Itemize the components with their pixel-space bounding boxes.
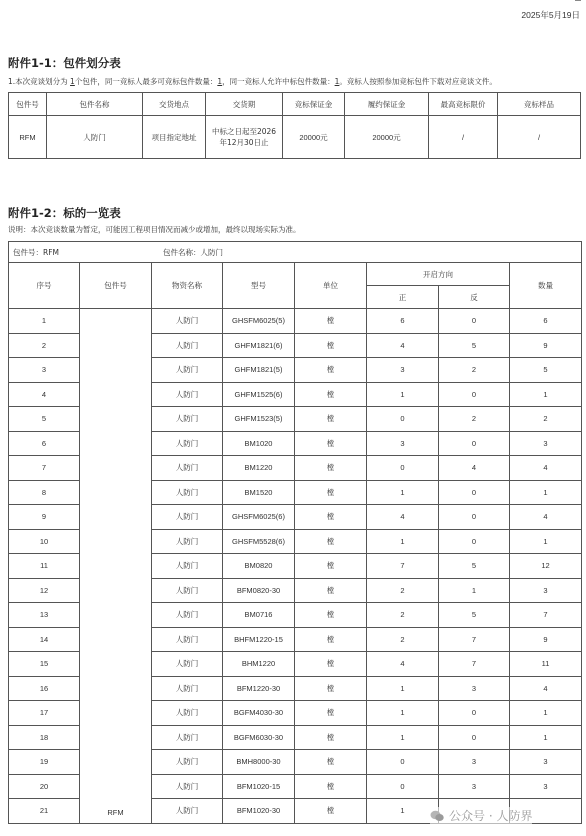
qty-cell: 2 [510,407,582,432]
qty-cell: 4 [510,676,582,701]
unit-cell: 樘 [295,603,367,628]
document-date: 2025年5月19日 [521,10,580,20]
model-cell: BM0716 [223,603,295,628]
unit-cell: 樘 [295,407,367,432]
section1-note: 1.本次竞谈划分为 1个包件，同一竞标人最多可竞标包件数量：1，同一竞标人允许中标包件数量：1。竞标人按照参加竞标包件下载对应竞谈文件。 [8,77,497,86]
model-cell: BMH8000-30 [223,750,295,775]
unit-cell: 樘 [295,799,367,824]
seq-cell: 17 [9,701,80,726]
col-package: 包件号 [80,263,152,309]
reverse-cell: 3 [439,676,510,701]
table-row [9,116,581,159]
qty-cell: 1 [510,725,582,750]
reverse-cell: 0 [439,529,510,554]
col-reverse: 反 [439,286,510,309]
seq-cell: 20 [9,774,80,799]
material-cell: 人防门 [152,676,223,701]
unit-cell: 樘 [295,505,367,530]
unit-cell: 樘 [295,382,367,407]
table-cell: 中标之日起至2026年12月30日止 [206,116,283,159]
forward-cell: 1 [367,480,439,505]
material-cell: 人防门 [152,554,223,579]
qty-cell: 4 [510,456,582,481]
material-cell: 人防门 [152,529,223,554]
model-cell: GHFM1525(6) [223,382,295,407]
seq-cell: 1 [9,309,80,334]
qty-cell: 1 [510,382,582,407]
watermark-text: 公众号 · 人防界 [449,809,533,823]
forward-cell: 4 [367,333,439,358]
qty-cell: 1 [510,701,582,726]
model-cell: BGFM4030-30 [223,701,295,726]
model-cell: BFM0820-30 [223,578,295,603]
col-header: 包件名称 [47,93,143,116]
col-unit: 单位 [295,263,367,309]
model-cell: BHFM1220-15 [223,627,295,652]
reverse-cell: 3 [439,750,510,775]
seq-cell: 19 [9,750,80,775]
seq-cell: 7 [9,456,80,481]
forward-cell: 0 [367,750,439,775]
qty-cell: 1 [510,480,582,505]
reverse-cell: 7 [439,652,510,677]
material-cell: 人防门 [152,358,223,383]
items-table [8,241,582,824]
table-cell: 20000元 [345,116,429,159]
unit-cell: 樘 [295,554,367,579]
forward-cell: 3 [367,431,439,456]
model-cell: GHSFM5528(6) [223,529,295,554]
col-header: 包件号 [9,93,47,116]
forward-cell: 1 [367,799,439,824]
material-cell: 人防门 [152,799,223,824]
seq-cell: 21 [9,799,80,824]
forward-cell: 1 [367,701,439,726]
material-cell: 人防门 [152,505,223,530]
reverse-cell: 0 [439,505,510,530]
unit-cell: 樘 [295,529,367,554]
seq-cell: 5 [9,407,80,432]
reverse-cell: 0 [439,309,510,334]
forward-cell: 4 [367,652,439,677]
reverse-cell: 2 [439,407,510,432]
seq-cell: 9 [9,505,80,530]
unit-cell: 樘 [295,431,367,456]
forward-cell: 1 [367,725,439,750]
qty-cell: 3 [510,750,582,775]
unit-cell: 樘 [295,701,367,726]
model-cell: BM1020 [223,431,295,456]
model-cell: GHSFM6025(6) [223,505,295,530]
unit-cell: 樘 [295,627,367,652]
reverse-cell: 7 [439,627,510,652]
seq-cell: 2 [9,333,80,358]
seq-cell: 3 [9,358,80,383]
table-header-row [9,263,582,286]
model-cell: GHFM1523(5) [223,407,295,432]
forward-cell: 3 [367,358,439,383]
forward-cell: 7 [367,554,439,579]
forward-cell: 1 [367,382,439,407]
reverse-cell: 1 [439,578,510,603]
unit-cell: 樘 [295,774,367,799]
top-rule [575,0,581,1]
table-row [9,309,582,334]
forward-cell: 1 [367,676,439,701]
seq-cell: 10 [9,529,80,554]
seq-cell: 15 [9,652,80,677]
col-header: 交货地点 [143,93,206,116]
qty-cell: 9 [510,627,582,652]
material-cell: 人防门 [152,627,223,652]
seq-cell: 18 [9,725,80,750]
unit-cell: 樘 [295,456,367,481]
qty-cell: 9 [510,333,582,358]
table-cell: / [429,116,498,159]
material-cell: 人防门 [152,309,223,334]
reverse-cell: 5 [439,554,510,579]
col-direction: 开启方向 [367,263,510,286]
unit-cell: 樘 [295,725,367,750]
unit-cell: 樘 [295,750,367,775]
material-cell: 人防门 [152,382,223,407]
model-cell: BHM1220 [223,652,295,677]
reverse-cell: 0 [439,431,510,456]
model-cell: GHSFM6025(5) [223,309,295,334]
reverse-cell: 0 [439,480,510,505]
section2-title: 附件1-2：标的一览表 [8,206,121,220]
seq-cell: 11 [9,554,80,579]
model-cell: BM1520 [223,480,295,505]
qty-cell: 4 [510,505,582,530]
package-cell [80,309,152,824]
col-material: 物资名称 [152,263,223,309]
seq-cell: 8 [9,480,80,505]
model-cell: BFM1020-15 [223,774,295,799]
table-cell: 人防门 [47,116,143,159]
col-header: 最高竞标限价 [429,93,498,116]
reverse-cell: 0 [439,701,510,726]
package-name-label: 包件名称：人防门 [163,247,223,257]
qty-cell: 5 [510,358,582,383]
seq-cell: 14 [9,627,80,652]
col-model: 型号 [223,263,295,309]
qty-cell: 3 [510,578,582,603]
table-header-row [9,93,581,116]
qty-cell: 11 [510,652,582,677]
col-qty: 数量 [510,263,582,309]
package-info-row [9,242,582,263]
material-cell: 人防门 [152,750,223,775]
material-cell: 人防门 [152,333,223,358]
col-header: 交货期 [206,93,283,116]
model-cell: BM0820 [223,554,295,579]
seq-cell: 12 [9,578,80,603]
reverse-cell: 5 [439,333,510,358]
unit-cell: 樘 [295,652,367,677]
col-seq: 序号 [9,263,80,309]
table-cell: 20000元 [283,116,345,159]
qty-cell: 12 [510,554,582,579]
table-cell: 项目指定地址 [143,116,206,159]
material-cell: 人防门 [152,701,223,726]
material-cell: 人防门 [152,431,223,456]
forward-cell: 1 [367,529,439,554]
watermark [430,807,532,824]
material-cell: 人防门 [152,456,223,481]
reverse-cell: 5 [439,603,510,628]
unit-cell: 樘 [295,333,367,358]
unit-cell: 樘 [295,358,367,383]
material-cell: 人防门 [152,603,223,628]
model-cell: GHFM1821(6) [223,333,295,358]
forward-cell: 6 [367,309,439,334]
model-cell: BFM1020-30 [223,799,295,824]
unit-cell: 樘 [295,676,367,701]
material-cell: 人防门 [152,407,223,432]
reverse-cell: 2 [439,358,510,383]
col-header: 竞标保证金 [283,93,345,116]
reverse-cell: 0 [439,725,510,750]
package-value: RFM [107,807,124,817]
wechat-icon [430,810,444,822]
model-cell: BFM1220-30 [223,676,295,701]
unit-cell: 樘 [295,578,367,603]
material-cell: 人防门 [152,725,223,750]
section1-title: 附件1-1：包件划分表 [8,56,121,70]
forward-cell: 0 [367,774,439,799]
model-cell: BGFM6030-30 [223,725,295,750]
material-cell: 人防门 [152,652,223,677]
reverse-cell: 4 [439,456,510,481]
forward-cell: 4 [367,505,439,530]
seq-cell: 4 [9,382,80,407]
qty-cell: 3 [510,431,582,456]
table-cell: / [498,116,581,159]
seq-cell: 16 [9,676,80,701]
forward-cell: 2 [367,627,439,652]
model-cell: GHFM1821(5) [223,358,295,383]
model-cell: BM1220 [223,456,295,481]
package-division-table [8,92,581,159]
table-cell: RFM [9,116,47,159]
forward-cell: 2 [367,603,439,628]
material-cell: 人防门 [152,774,223,799]
forward-cell: 0 [367,407,439,432]
unit-cell: 樘 [295,480,367,505]
forward-cell: 2 [367,578,439,603]
forward-cell: 0 [367,456,439,481]
seq-cell: 13 [9,603,80,628]
section2-note: 说明：本次竞谈数量为暂定，可能因工程项目情况而减少或增加，最终以现场实际为准。 [8,225,301,234]
unit-cell: 樘 [295,309,367,334]
seq-cell: 6 [9,431,80,456]
package-no-label: 包件号：RFM [13,247,59,257]
qty-cell: 3 [510,774,582,799]
qty-cell: 7 [510,603,582,628]
qty-cell: 1 [510,529,582,554]
reverse-cell: 0 [439,382,510,407]
col-header: 履约保证金 [345,93,429,116]
reverse-cell: 3 [439,774,510,799]
col-header: 竞标样品 [498,93,581,116]
material-cell: 人防门 [152,578,223,603]
col-forward: 正 [367,286,439,309]
material-cell: 人防门 [152,480,223,505]
qty-cell: 6 [510,309,582,334]
